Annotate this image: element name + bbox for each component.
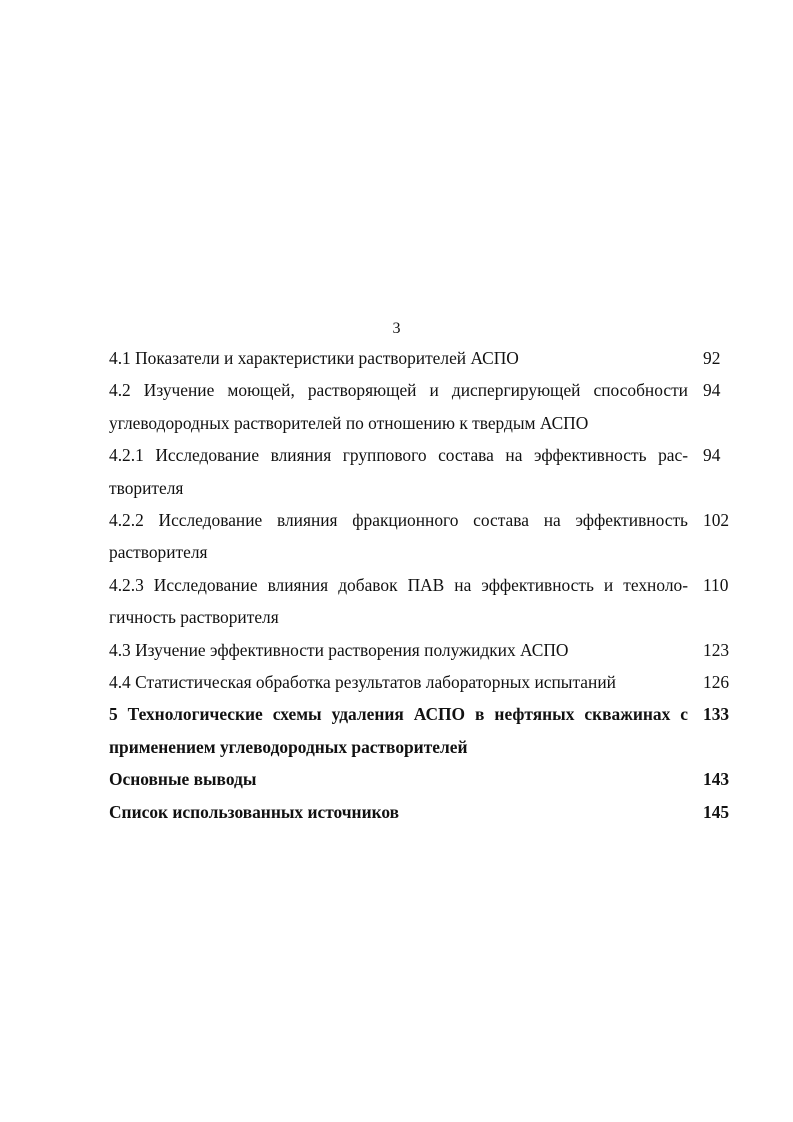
toc-entry-conclusions — [109, 763, 731, 795]
toc-entry-page: 133 — [703, 704, 730, 725]
toc-entry-title: 4.2 Изучение моющей, растворяющей и диспергирующей способности углеводородных растворителей по отношению к твердым АСПО — [109, 380, 688, 433]
toc-entry-4-2 — [109, 374, 731, 439]
toc-entry-4-2-3 — [109, 569, 731, 634]
toc-entry-title: 4.2.1 Исследование влияния группового состава на эффективность рас-творителя — [109, 445, 688, 498]
page-number: 3 — [392, 320, 401, 337]
toc-entry-title: 4.2.2 Исследование влияния фракционного состава на эффективность растворителя — [109, 510, 688, 563]
toc-entry-page: 94 — [703, 380, 721, 401]
toc-entry-title: Основные выводы — [109, 769, 257, 790]
toc-entry-title: 4.2.3 Исследование влияния добавок ПАВ на эффективность и техноло-гичность растворителя — [109, 574, 688, 628]
toc-entry-title: 4.3 Изучение эффективности растворения полужидких АСПО — [109, 639, 569, 660]
toc-entry-page: 143 — [703, 769, 730, 790]
toc-entry-4-2-2 — [109, 504, 731, 569]
toc-entry-page: 92 — [703, 348, 721, 368]
toc-entry-4-2-1 — [109, 439, 731, 504]
toc-entry-page: 110 — [703, 574, 729, 595]
table-of-contents — [109, 342, 731, 828]
toc-entry-page: 145 — [703, 801, 730, 822]
toc-entry-4-3 — [109, 634, 731, 666]
toc-entry-chapter-5 — [109, 698, 731, 763]
toc-entry-4-1 — [109, 342, 731, 374]
toc-entry-page: 126 — [703, 672, 730, 693]
toc-entry-title: 4.4 Статистическая обработка результатов лабораторных испытаний — [109, 672, 616, 693]
toc-entry-references — [109, 796, 731, 828]
toc-entry-title: Список использованных источников — [109, 801, 400, 822]
toc-entry-page: 123 — [703, 639, 730, 660]
toc-entry-title: 5 Технологические схемы удаления АСПО в нефтяных скважинах с применением углеводородных растворителей — [109, 704, 688, 757]
toc-entry-page: 102 — [703, 510, 730, 531]
toc-entry-title: 4.1 Показатели и характеристики растворителей АСПО — [109, 348, 519, 368]
toc-entry-page: 94 — [703, 445, 721, 466]
toc-entry-4-4 — [109, 666, 731, 698]
